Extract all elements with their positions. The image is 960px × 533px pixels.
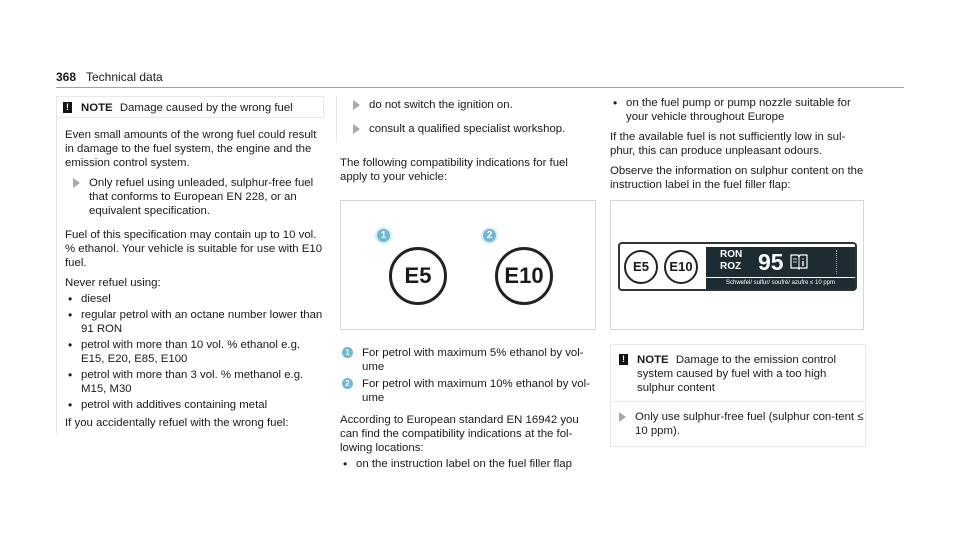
note-header <box>56 96 324 118</box>
list-item: • regular petrol with an octane number lower than 91 RON <box>65 308 324 336</box>
list-item: • on the fuel pump or pump nozzle suitable for your vehicle throughout Europe <box>610 96 866 124</box>
list-item: • petrol with additives containing metal <box>65 398 324 412</box>
note-body <box>56 118 324 434</box>
roz-label: ROZ <box>720 261 742 272</box>
step-text: consult a qualified specialist workshop. <box>369 123 566 135</box>
step-text: do not switch the ignition on. <box>369 99 513 111</box>
e5-badge: E5 <box>389 247 447 305</box>
ron-label: RON <box>720 249 743 260</box>
legend-item <box>340 346 598 374</box>
note-header <box>611 345 865 395</box>
instruction-step <box>345 98 598 112</box>
compatibility-figure <box>340 200 596 330</box>
note-title: Damage caused by the wrong fuel <box>119 102 293 114</box>
section-title: Technical data <box>86 70 163 84</box>
instruction-step <box>345 122 598 136</box>
column-left <box>56 96 324 434</box>
list-item: • petrol with more than 10 vol. % ethanol e.g. E15, E20, E85, E100 <box>65 338 324 366</box>
legend-number: 1 <box>342 347 353 358</box>
legend-number: 2 <box>342 378 353 389</box>
step-arrow-icon <box>619 412 626 422</box>
note-continuation <box>336 96 598 142</box>
accident-paragraph: If you accidentally refuel with the wrong fuel: <box>65 417 289 429</box>
legend-text: For petrol with maximum 10% ethanol by vol-ume <box>362 378 590 404</box>
column-middle <box>336 96 598 473</box>
octane-panel <box>706 247 855 277</box>
never-refuel-heading: Never refuel using: <box>65 277 161 289</box>
fuel-flap-label-figure <box>610 200 864 330</box>
warning-exclamation-icon: ! <box>619 354 628 365</box>
page-number: 368 <box>56 70 77 84</box>
compat-intro: The following compatibility indications for fuel apply to your vehicle: <box>340 157 568 183</box>
intro-paragraph: Even small amounts of the wrong fuel could result in damage to the fuel system, the engine and the emission control system. <box>65 129 317 169</box>
sulphur-note <box>610 344 866 447</box>
forbidden-fuel-list <box>65 292 324 412</box>
note-title: Damage to the emission control system caused by fuel with a too high sulphur content <box>637 354 837 394</box>
callout-1: 1 <box>375 227 392 244</box>
e10-badge: E10 <box>495 247 553 305</box>
legend-item <box>340 377 598 405</box>
warning-exclamation-icon: ! <box>63 102 72 113</box>
page-header <box>56 70 904 88</box>
callout-2: 2 <box>481 227 498 244</box>
standard-paragraph: According to European standard EN 16942 you can find the compatibility indications at the fol-lowing locations: <box>340 414 579 454</box>
column-right <box>610 96 866 447</box>
label-code-marks <box>836 250 846 274</box>
instruction-step <box>65 176 324 218</box>
list-item: • on the instruction label on the fuel filler flap <box>340 457 598 471</box>
legend-text: For petrol with maximum 5% ethanol by vol-ume <box>362 347 584 373</box>
list-item: • petrol with more than 3 vol. % methanol e.g. M15, M30 <box>65 368 324 396</box>
note-label: NOTE <box>81 102 113 114</box>
step-arrow-icon <box>353 124 360 134</box>
ethanol-paragraph: Fuel of this specification may contain up to 10 vol. % ethanol. Your vehicle is suitable for use with E10 fuel. <box>65 229 323 269</box>
step-text: Only refuel using unleaded, sulphur-free fuel that conforms to European EN 228, or an equivalent specification. <box>89 177 314 217</box>
note-label: NOTE <box>637 354 669 366</box>
step-arrow-icon <box>73 178 80 188</box>
observe-paragraph: Observe the information on sulphur content on the instruction label in the fuel filler flap: <box>610 165 864 191</box>
location-list-continued <box>610 96 866 124</box>
figure-legend <box>336 346 598 471</box>
manual-book-icon <box>790 253 808 270</box>
e5-badge: E5 <box>624 250 658 284</box>
list-item: • diesel <box>65 292 324 306</box>
sulphur-strip: Schwefel/ sulfur/ soufré/ azufre ≤ 10 ppm <box>706 278 855 289</box>
octane-value: 95 <box>758 249 784 275</box>
e10-badge: E10 <box>664 250 698 284</box>
instruction-step <box>611 410 865 438</box>
instruction-label <box>618 242 857 291</box>
location-list <box>340 457 598 471</box>
step-arrow-icon <box>353 100 360 110</box>
step-text: Only use sulphur-free fuel (sulphur con-tent ≤ 10 ppm). <box>635 411 864 437</box>
note-body <box>611 401 865 446</box>
odour-paragraph: If the available fuel is not sufficiently low in sul-phur, this can produce unpleasant odours. <box>610 131 846 157</box>
